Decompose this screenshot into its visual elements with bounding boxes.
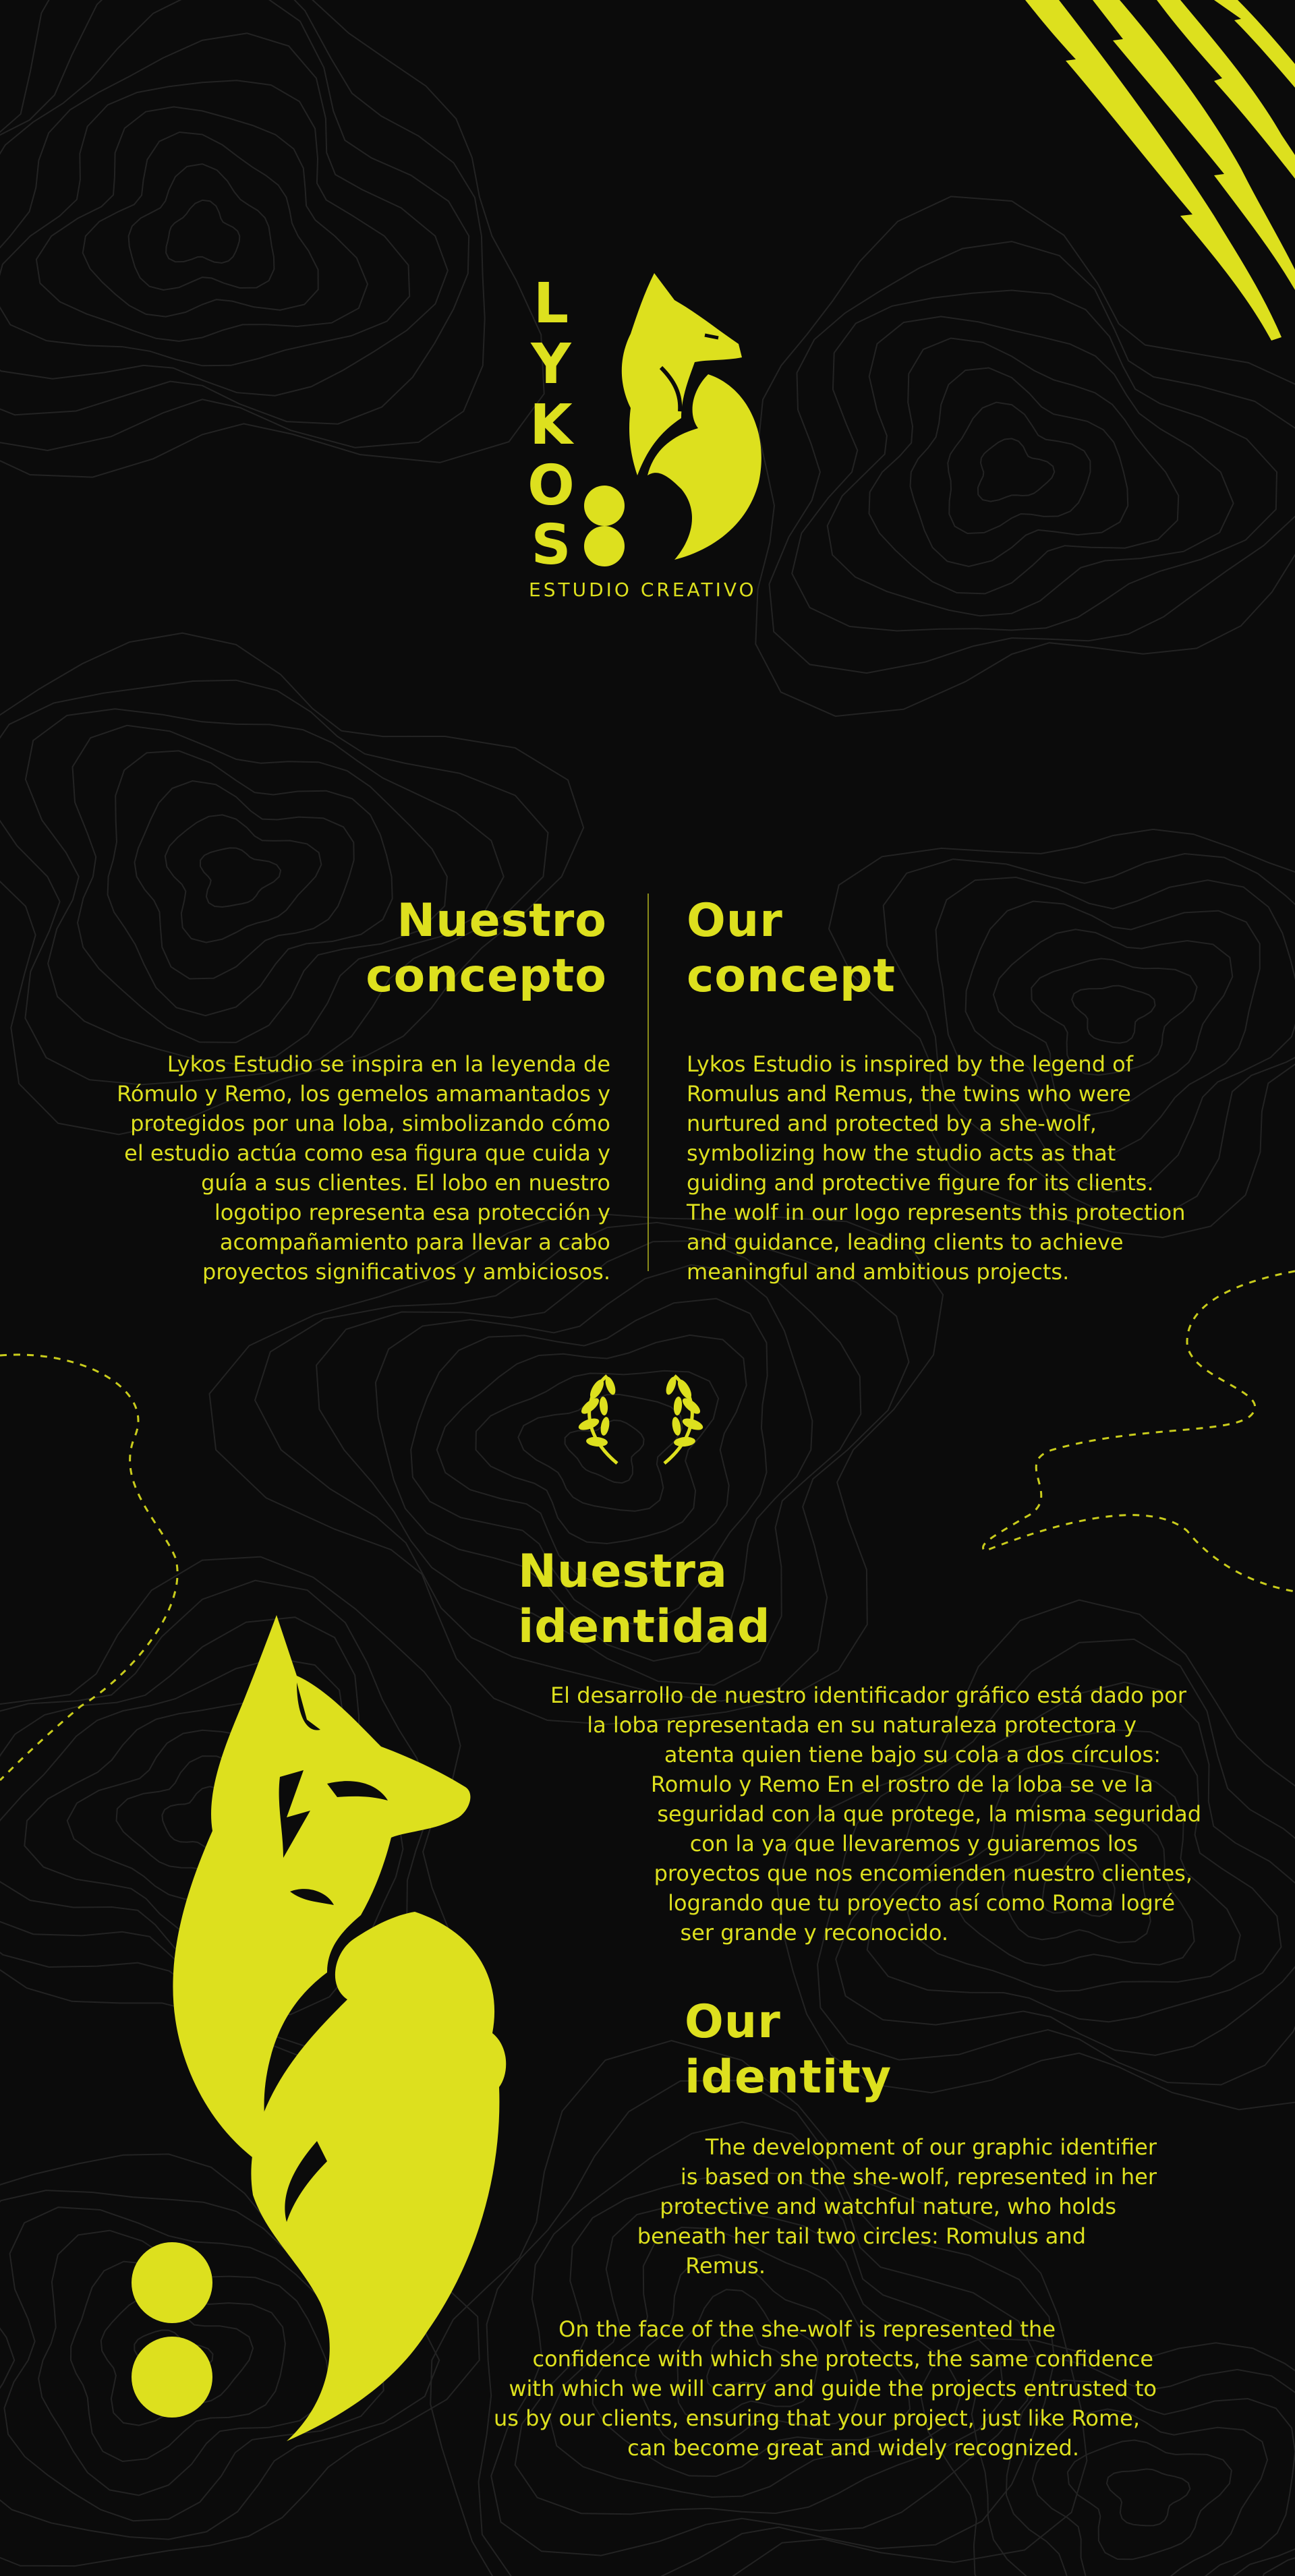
wolf-head-icon (580, 273, 766, 570)
logo-letter-o: O (527, 454, 575, 518)
concept-title-en-line: Our (687, 894, 783, 947)
laurel-wreath-icon (570, 1369, 712, 1470)
identity-body-en-line: Remus. (685, 2253, 766, 2279)
concept-body-en (687, 1049, 1240, 1287)
concept-body-es-line: el estudio actúa como esa figura que cuida y (124, 1140, 610, 1166)
identity-body-en-line: confidence with which she protects, the same confidence (532, 2346, 1153, 2372)
concept-body-es-line: logotipo representa esa protección y (214, 1200, 610, 1225)
concept-body-en-line: guiding and protective figure for its clients. (687, 1170, 1154, 1196)
contour-line (166, 200, 239, 263)
concept-body-en-line: and guidance, leading clients to achieve (687, 1229, 1124, 1255)
wolf-silhouette-icon (125, 1615, 637, 2441)
identity-body-es-line: con la ya que llevaremos y guiaremos los (689, 1831, 1138, 1856)
concept-title-es-line: concepto (366, 949, 607, 1003)
identity-title-en (685, 1995, 1089, 2105)
logo-letter-k: K (529, 393, 573, 457)
identity-body-en-line: beneath her tail two circles: Romulus and (637, 2223, 1086, 2249)
contour-line (0, 0, 485, 450)
concept-body-en-line: The wolf in our logo represents this protection (687, 1200, 1186, 1225)
contour-line (0, 0, 469, 424)
identity-body-en-line: can become great and widely recognized. (627, 2435, 1079, 2461)
concept-body-en-line: Romulus and Remus, the twins who were (687, 1081, 1131, 1107)
concept-body-en-line: Lykos Estudio is inspired by the legend of (687, 1051, 1134, 1077)
logo-tagline: ESTUDIO CREATIVO (529, 579, 757, 601)
claw-marks-icon (1012, 0, 1295, 357)
identity-body-es-line: proyectos que nos encomienden nuestro clientes, (654, 1861, 1192, 1886)
concept-body-en-line: symbolizing how the studio acts as that (687, 1140, 1116, 1166)
identity-body-en-line: protective and watchful nature, who holds (660, 2194, 1116, 2219)
identity-body-en-line: On the face of the she-wolf is represented the (558, 2316, 1056, 2342)
concept-body-en-line: nurtured and protected by a she-wolf, (687, 1111, 1097, 1136)
contour-line (36, 107, 368, 342)
concept-body-es (81, 1049, 610, 1287)
identity-body-es-line: la loba representada en su naturaleza protectora y (587, 1712, 1136, 1738)
identity-title-en-line: Our (685, 1995, 781, 2049)
identity-body-es-line: ser grande y reconocido. (680, 1920, 948, 1945)
identity-body-en-line: with which we will carry and guide the projects entrusted to (509, 2376, 1157, 2401)
logo-letter-s: S (531, 513, 571, 577)
contour-line (948, 403, 1090, 533)
contour-line (911, 368, 1128, 567)
identity-body-es-line: Romulo y Remo En el rostro de la loba se ve la (650, 1772, 1153, 1797)
identity-body-en-line: us by our clients, ensuring that your project, just like Rome, (493, 2405, 1140, 2431)
identity-title-es-line: Nuestra (518, 1545, 728, 1598)
concept-title-es (223, 894, 607, 1004)
contour-line (978, 438, 1054, 501)
concept-title-es-line: Nuestro (397, 894, 607, 947)
concept-body-es-line: proyectos significativos y ambiciosos. (202, 1259, 610, 1285)
contour-line (129, 164, 275, 290)
concept-body-es-line: acompañamiento para llevar a cabo (219, 1229, 610, 1255)
identity-body-en-line: is based on the she-wolf, represented in her (680, 2164, 1157, 2190)
concept-body-en-line: meaningful and ambitious projects. (687, 1259, 1070, 1285)
concept-title-en-line: concept (687, 949, 896, 1003)
identity-body-es-line: atenta quien tiene bajo su cola a dos círculos: (664, 1742, 1161, 1767)
contour-line (869, 339, 1179, 594)
contour-line (0, 80, 409, 365)
contour-line (1107, 2469, 1190, 2525)
logo-letter-l: L (533, 272, 569, 336)
contour-line (83, 132, 318, 317)
logo-letter-y: Y (531, 332, 571, 397)
contour-line (0, 0, 544, 477)
concept-body-es-line: Lykos Estudio se inspira en la leyenda de (167, 1051, 610, 1077)
concept-body-es-line: Rómulo y Remo, los gemelos amamantados y (117, 1081, 610, 1107)
identity-body-es-line: seguridad con la que protege, la misma seguridad (657, 1801, 1201, 1827)
identity-title-en-line: identity (685, 2051, 892, 2104)
identity-body-es-line: El desarrollo de nuestro identificador gráfico está dado por (550, 1682, 1186, 1708)
concept-body-es-line: guía a sus clientes. El lobo en nuestro (201, 1170, 610, 1196)
contour-line (0, 33, 448, 395)
section-divider (648, 894, 649, 1271)
concept-title-en (687, 894, 1091, 1004)
identity-body-en-line: The development of our graphic identifier (705, 2134, 1157, 2160)
identity-body-es-line: logrando que tu proyecto así como Roma logré (668, 1890, 1175, 1916)
identity-title-es-line: identidad (518, 1600, 771, 1653)
concept-body-es-line: protegidos por una loba, simbolizando cómo (130, 1111, 610, 1136)
